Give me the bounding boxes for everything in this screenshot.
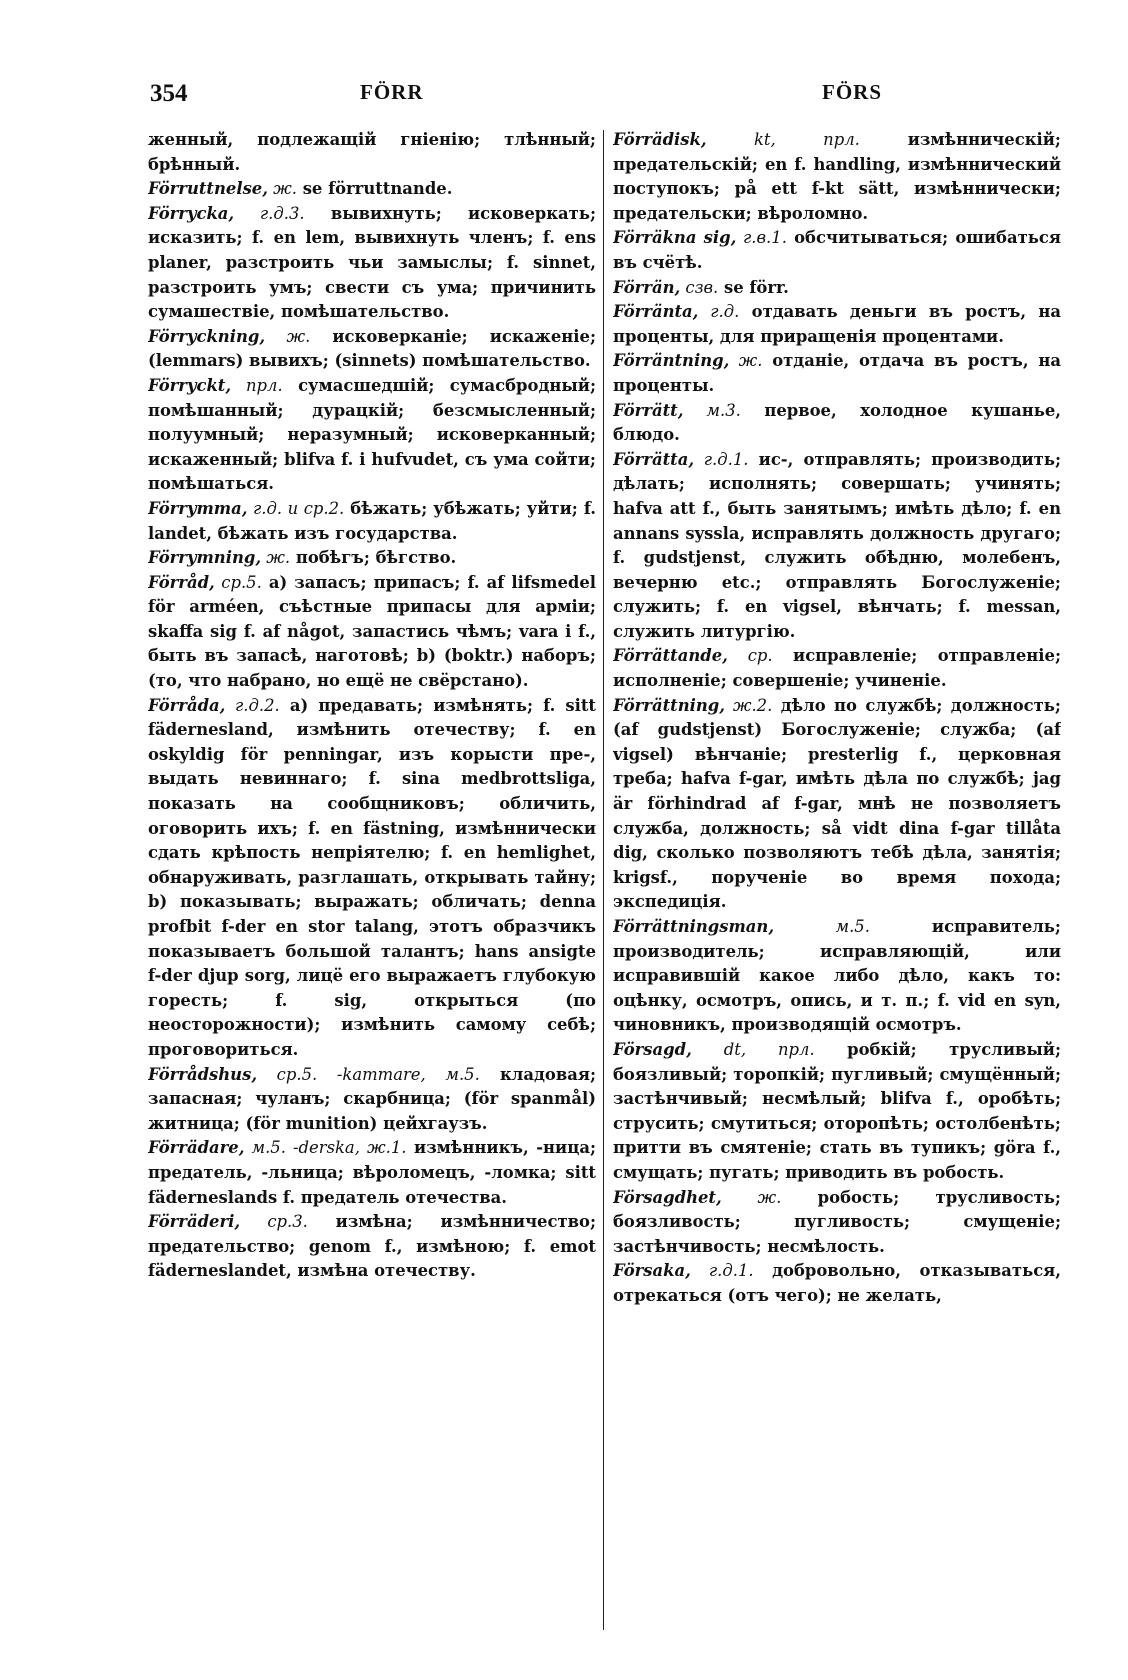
left-guide-word: FÖRR	[360, 80, 424, 104]
entry-headword: Förrän,	[613, 277, 681, 297]
entry-headword: Försagdhet,	[613, 1187, 722, 1207]
entry-definition: вывихнуть; исковеркать; исказить; f. en lem, вывихнуть членъ; f. ens planer, разстроить чьи замыслы; f. sinnet, разстроить умъ; свести съ ума; причинить сумашествіе, помѣшательство.	[148, 203, 596, 322]
entry-definition: добровольно, отказываться, отрекаться (отъ чего); не желать,	[613, 1261, 1061, 1305]
entry-grammar: г.д. и ср.2.	[247, 498, 345, 518]
entry-grammar: г.д.1.	[690, 1261, 754, 1281]
entry-definition: отдавать деньги въ ростъ, на проценты, для приращенія процентами.	[613, 302, 1061, 346]
entry-grammar: ж.	[721, 1187, 782, 1207]
entry-definition: ис-, отправлять; производить; дѣлать; исполнять; совершать; учинять; hafva att f., быть занятымъ; имѣть дѣло; f. en annans syssla, исправлять должность другаго; f. gudstjenst, служить обѣдню, молебенъ, вечерню etc.; отправлять Богослуженіе; служить; f. en vigsel, вѣнчать; f. messan, служить литургію.	[613, 449, 1061, 641]
dictionary-entry	[148, 177, 596, 202]
entry-headword: Förräderi,	[148, 1212, 241, 1232]
entry-definition: se förruttnande.	[297, 179, 453, 199]
dictionary-entry	[613, 128, 1061, 226]
dictionary-entry	[148, 128, 596, 177]
page-header	[150, 80, 1060, 114]
entry-definition: измѣна; измѣнничество; предательство; genom f., измѣною; f. emot fäderneslandet, измѣна отечеству.	[148, 1212, 596, 1281]
dictionary-entry	[613, 276, 1061, 301]
dictionary-entry	[148, 694, 596, 1063]
dictionary-entry	[613, 399, 1061, 448]
entry-definition: бѣжать; убѣжать; уйти; f. landet, бѣжать изъ государства.	[148, 498, 596, 543]
entry-definition: женный, подлежащій гніенію; тлѣнный; брѣнный.	[148, 130, 596, 174]
entry-grammar: м.3.	[683, 400, 741, 420]
dictionary-entry	[148, 497, 596, 546]
entry-headword: Förråd,	[148, 572, 215, 592]
entry-grammar: ср.3.	[240, 1212, 308, 1232]
entry-headword: Förränta,	[613, 302, 699, 322]
dictionary-entry	[613, 644, 1061, 693]
entry-headword: Förruttnelse,	[148, 179, 268, 199]
entry-definition: измѣнникъ, -ница; предатель, -льница; вѣроломецъ, -ломка; sitt fäderneslands f. предатель отечества.	[148, 1138, 596, 1207]
entry-definition: побѣгъ; бѣгство.	[290, 548, 457, 568]
dictionary-entry	[613, 694, 1061, 915]
entry-headword: Förryckt,	[148, 375, 232, 395]
entry-grammar: г.д.1.	[694, 449, 749, 469]
entry-definition: отданіе, отдача въ ростъ, на проценты.	[613, 351, 1061, 395]
entry-definition: робость; трусливость; боязливость; пугливость; смущеніе; застѣнчивость; несмѣлость.	[613, 1187, 1061, 1256]
dictionary-entry	[148, 546, 596, 571]
entry-headword: Förrycka,	[148, 203, 235, 223]
dictionary-entry	[613, 448, 1061, 645]
entry-headword: Förrättningsman,	[613, 917, 775, 936]
entry-grammar: ж.2.	[724, 695, 773, 715]
dictionary-entry	[613, 300, 1061, 349]
dictionary-entry	[148, 1136, 596, 1210]
entry-headword: Förräkna sig,	[613, 228, 737, 248]
entry-headword: Förrättning,	[613, 695, 725, 715]
entry-definition: первое, холодное кушанье, блюдо.	[613, 400, 1061, 445]
entry-definition: a) предавать; измѣнять; f. sitt fädernesland, измѣнить отечеству; f. en oskyldig för penningar, изъ корысти пре-, выдать невиннаго; f. sina medbrottsliga, показать на сообщниковъ; обличить, оговорить ихъ; f. en fästning, измѣннически сдать крѣпость непріятелю; f. en hemlighet, обнаруживать, разглашать, открывать тайну; b) показывать; выражать; обличать; denna profbit f-der en stor talang, этотъ образчикъ показываетъ большой талантъ; hans ansigte f-der djup sorg, лицё его выражаетъ глубокую горесть; f. sig, открыться (по неосторожности); измѣнить самому себѣ; проговориться.	[148, 695, 596, 1059]
entry-definition: робкій; трусливый; боязливый; торопкій; пугливый; смущённый; застѣнчивый; несмѣлый; blifva f., оробѣть; струсить; смутиться; оторопѣть; остолбенѣть; притти въ смятеніе; стать въ тупикъ; göra f., смущать; пугать; приводить въ робость.	[613, 1039, 1061, 1182]
right-column	[613, 128, 1061, 1628]
entry-headword: Förryckning,	[148, 326, 266, 346]
entry-definition: se förr.	[718, 277, 789, 297]
entry-grammar: ср.5.	[214, 572, 262, 592]
entry-headword: Försagd,	[613, 1039, 692, 1059]
entry-definition: a) запасъ; припасъ; f. af lifsmedel för arméen, съѣстные припасы для арміи; skaffa sig f. af något, запастись чѣмъ; vara i f., быть въ запасѣ, наготовѣ; b) (boktr.) наборъ; (то, что набрано, но ещё не свёрстано).	[148, 572, 596, 691]
entry-headword: Förrädisk,	[613, 130, 707, 149]
entry-headword: Förråda,	[148, 695, 226, 715]
dictionary-entry	[613, 915, 1061, 1038]
entry-headword: Förrådshus,	[148, 1064, 258, 1084]
entry-definition: измѣнническій; предательскій; en f. handling, измѣннический поступокъ; på ett f-kt sätt, измѣннически; предательски; вѣроломно.	[613, 130, 1061, 223]
entry-grammar: г.д.2.	[225, 695, 280, 715]
dictionary-entry	[613, 1186, 1061, 1260]
entry-definition: исправленіе; отправленіе; исполненіе; совершеніе; учиненіе.	[613, 646, 1061, 691]
entry-headword: Försaka,	[613, 1261, 691, 1281]
entry-grammar: ср.	[727, 646, 773, 666]
entry-headword: Förräntning,	[613, 351, 730, 371]
dictionary-entry	[148, 325, 596, 374]
entry-headword: Förrädare,	[148, 1138, 245, 1158]
entry-grammar: м.5. -derska, ж.1.	[244, 1138, 407, 1158]
entry-grammar: kt, прл.	[706, 130, 860, 149]
dictionary-entry	[148, 1210, 596, 1284]
entry-grammar: г.д.3.	[234, 203, 305, 223]
entry-grammar: г.д.	[698, 302, 740, 322]
entry-grammar: ср.5. -kammare, м.5.	[257, 1064, 480, 1084]
dictionary-entry	[148, 374, 596, 497]
left-column	[148, 128, 596, 1628]
dictionary-entry	[613, 1259, 1061, 1308]
entry-definition: исковерканіе; искаженіе; (lemmars) вывихъ; (sinnets) помѣшательство.	[148, 326, 596, 371]
dictionary-entry	[148, 202, 596, 325]
entry-definition: кладовая; запасная; чуланъ; скарбница; (för spanmål) житница; (för munition) цейхгаузъ.	[148, 1064, 596, 1133]
entry-grammar: ж.	[265, 326, 311, 346]
entry-grammar: ж.	[267, 179, 297, 199]
entry-grammar: сзв.	[680, 277, 719, 297]
entry-grammar: г.в.1.	[736, 228, 787, 248]
entry-definition: дѣло по службѣ; должность; (af gudstjenst) Богослуженіе; служба; (af vigsel) вѣнчаніе; presterlig f., церковная треба; hafva f-gar, имѣть дѣла по службѣ; jag är förhindrad af f-gar, мнѣ не позволяетъ служба, должность; så vidt dina f-gar tillåta dig, сколько позволяютъ тебѣ дѣла, занятія; krigsf., порученіе во время похода; экспедиція.	[613, 695, 1061, 912]
dictionary-entry	[613, 226, 1061, 275]
page-number: 354	[150, 80, 188, 107]
column-divider	[603, 130, 604, 1630]
entry-headword: Förrymning,	[148, 548, 262, 568]
entry-headword: Förrättande,	[613, 646, 728, 666]
entry-headword: Förrätt,	[613, 400, 684, 420]
entry-grammar: dt, прл.	[691, 1039, 815, 1059]
dictionary-entry	[613, 1038, 1061, 1186]
right-guide-word: FÖRS	[822, 80, 883, 104]
entry-headword: Förrätta,	[613, 449, 695, 469]
dictionary-entry	[148, 571, 596, 694]
dictionary-entry	[148, 1063, 596, 1137]
dictionary-entry	[613, 349, 1061, 398]
entry-definition: исправитель; производитель; исправляющій, или исправившій какое либо дѣло, какъ то: оцѣнку, осмотръ, опись, и т. п.; f. vid en syn, чиновникъ, производящій осмотръ.	[613, 917, 1061, 1035]
entry-grammar: ж.	[729, 351, 763, 371]
entry-definition: обсчитываться; ошибаться въ счётѣ.	[613, 228, 1061, 272]
entry-grammar: ж.	[261, 548, 291, 568]
entry-grammar: м.5.	[774, 917, 870, 936]
entry-grammar: прл.	[231, 375, 283, 395]
entry-headword: Förrymma,	[148, 498, 248, 518]
entry-definition: сумасшедшій; сумасбродный; помѣшанный; дурацкій; безсмысленный; полуумный; неразумный; исковерканный; искаженный; blifva f. i hufvudet, съ ума сойти; помѣшаться.	[148, 375, 596, 494]
